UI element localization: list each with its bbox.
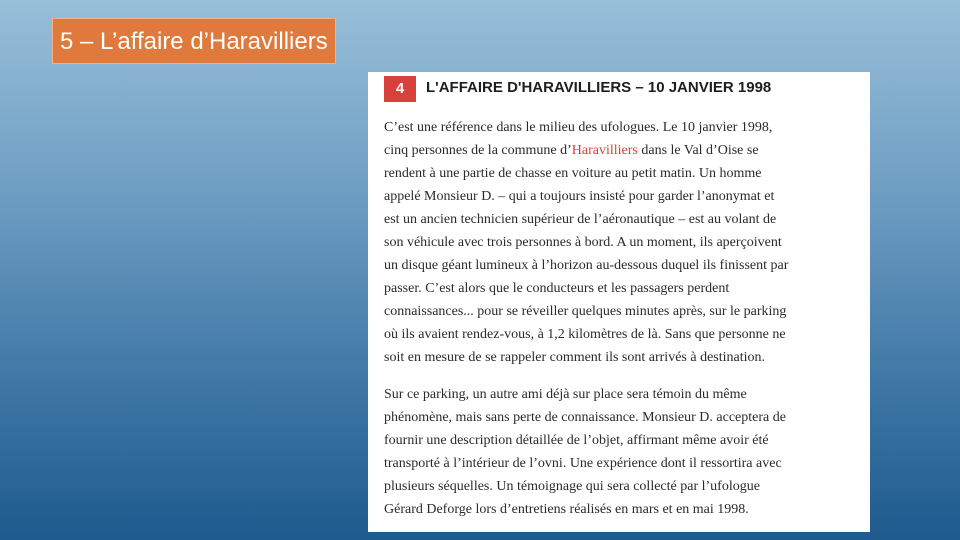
article-card [368,72,870,532]
article-body [384,116,868,521]
slide-title: 5 – L’affaire d’Haravilliers [52,18,336,64]
article-heading: L'AFFAIRE D'HARAVILLIERS – 10 JANVIER 1998 [426,79,772,96]
article-number-badge: 4 [384,76,416,102]
paragraph-1-end: dans le Val d’Oise se rendent à une partie de chasse en voiture au petit matin. Un homme appelé Monsieur D. – qui a toujours insisté pour garder l’anonymat et est un ancien technicien supérieur de l’aéronautique – est au volant de son véhicule avec trois personnes à bord. A un moment, ils aperçoivent un disque géant lumineux à l’horizon au-dessous duquel ils finissent par passer. C’est alors que le conducteurs et les passagers perdent connaissances... pour se réveiller quelques minutes après, sur le parking où ils avaient rendez-vous, à 1,2 kilomètres de là. Sans que personne ne soit en mesure de se rappeler comment ils sont arrivés à destination. [384,143,789,365]
paragraph-1-start: C’est une référence dans le milieu des ufologues. Le 10 janvier 1998, cinq personnes de la commune d’ [384,120,773,158]
paragraph-2: Sur ce parking, un autre ami déjà sur place sera témoin du même phénomène, mais sans perte de connaissance. Monsieur D. acceptera de fournir une description détaillée de l’objet, affirmant même avoir été transporté à l’intérieur de l’ovni. Une expérience dont il ressortira avec plusieurs séquelles. Un témoignage qui sera collecté par l’ufologue Gérard Deforge lors d’entretiens réalisés en mars et en mai 1998. [384,387,786,517]
article-header [384,76,862,102]
paragraph-1 [384,116,868,369]
haravilliers-link[interactable]: Haravilliers [571,143,638,158]
